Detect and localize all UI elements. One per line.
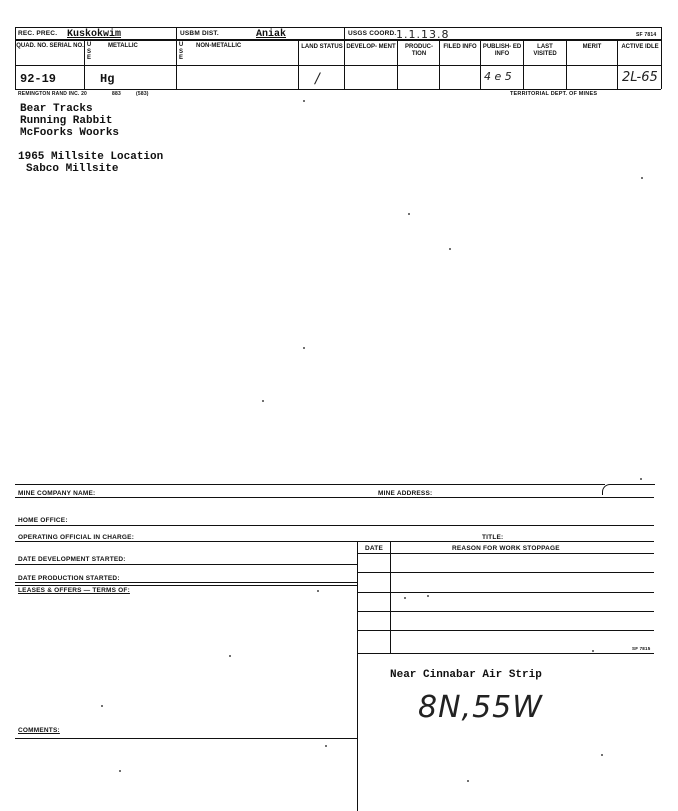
handwritten-note: 8N,55W	[418, 690, 543, 725]
quad-serial-value: 92-19	[20, 72, 57, 86]
form-code-2: SF 7815	[632, 646, 651, 651]
location-note	[18, 151, 163, 175]
mine-company-label: MINE COMPANY NAME:	[18, 490, 96, 497]
comments-label: COMMENTS:	[18, 727, 60, 734]
production-label: PRODUC- TION	[405, 44, 433, 57]
mine-name: Bear Tracks	[20, 103, 93, 115]
quad-serial-label	[16, 43, 84, 50]
published-info-label: PUBLISH- ED INFO	[482, 44, 522, 57]
metallic-label: METALLIC	[108, 43, 138, 49]
serial-no-label: SERIAL NO.	[49, 43, 84, 49]
land-status-value: /	[315, 71, 320, 87]
active-idle-value: 2L-65	[622, 70, 658, 85]
filed-info-label: FILED INFO	[443, 44, 477, 50]
quad-no-label: QUAD. NO.	[16, 43, 48, 49]
rec-prec-label: REC. PREC.	[18, 30, 58, 37]
code-label-2: (583)	[136, 91, 149, 97]
mine-names-list	[20, 103, 119, 139]
mine-name: McFoorks Woorks	[20, 127, 120, 139]
mine-address-label: MINE ADDRESS:	[378, 490, 433, 497]
prod-started-label: DATE PRODUCTION STARTED:	[18, 575, 120, 582]
usgs-coord-label: USGS COORD.	[348, 30, 397, 37]
last-visited-label: LAST VISITED	[533, 44, 557, 57]
use-letters-metallic: U S E	[86, 42, 92, 61]
dept-label: TERRITORIAL DEPT. OF MINES	[510, 91, 598, 97]
home-office-label: HOME OFFICE:	[18, 517, 68, 524]
usgs-dist-label: USBM DIST.	[180, 30, 219, 37]
location-line: 1965 Millsite Location	[18, 151, 164, 163]
title-label: TITLE:	[482, 534, 504, 541]
code-label-1: 883	[112, 91, 121, 97]
non-metallic-label: NON-METALLIC	[196, 43, 242, 49]
rec-prec-value: Kuskokwim	[67, 29, 122, 40]
mine-name: Running Rabbit	[20, 115, 113, 127]
active-idle-label: ACTIVE IDLE	[621, 44, 659, 50]
usgs-dist-value: Aniak	[256, 29, 287, 40]
printer-label: REMINGTON RAND INC. 20	[18, 91, 88, 97]
land-status-label: LAND STATUS	[301, 44, 343, 50]
typed-note: Near Cinnabar Air Strip	[390, 669, 542, 681]
use-letters-nonmetallic: U S E	[178, 42, 184, 61]
location-line: Sabco Millsite	[26, 163, 119, 175]
development-label: DEVELOP- MENT	[346, 44, 396, 50]
dev-started-label: DATE DEVELOPMENT STARTED:	[18, 556, 126, 563]
date-column-label: DATE	[365, 545, 384, 552]
form-code: SF 7814	[636, 32, 657, 38]
merit-label: MERIT	[582, 44, 602, 50]
reason-column-label: REASON FOR WORK STOPPAGE	[452, 545, 560, 552]
leases-label: LEASES & OFFERS — TERMS OF:	[18, 587, 130, 594]
metallic-value: Hg	[100, 72, 115, 86]
operating-official-label: OPERATING OFFICIAL IN CHARGE:	[18, 534, 135, 541]
usgs-coord-value: 1.1.13.8	[396, 28, 450, 41]
published-info-value: 4 e 5	[484, 70, 512, 83]
